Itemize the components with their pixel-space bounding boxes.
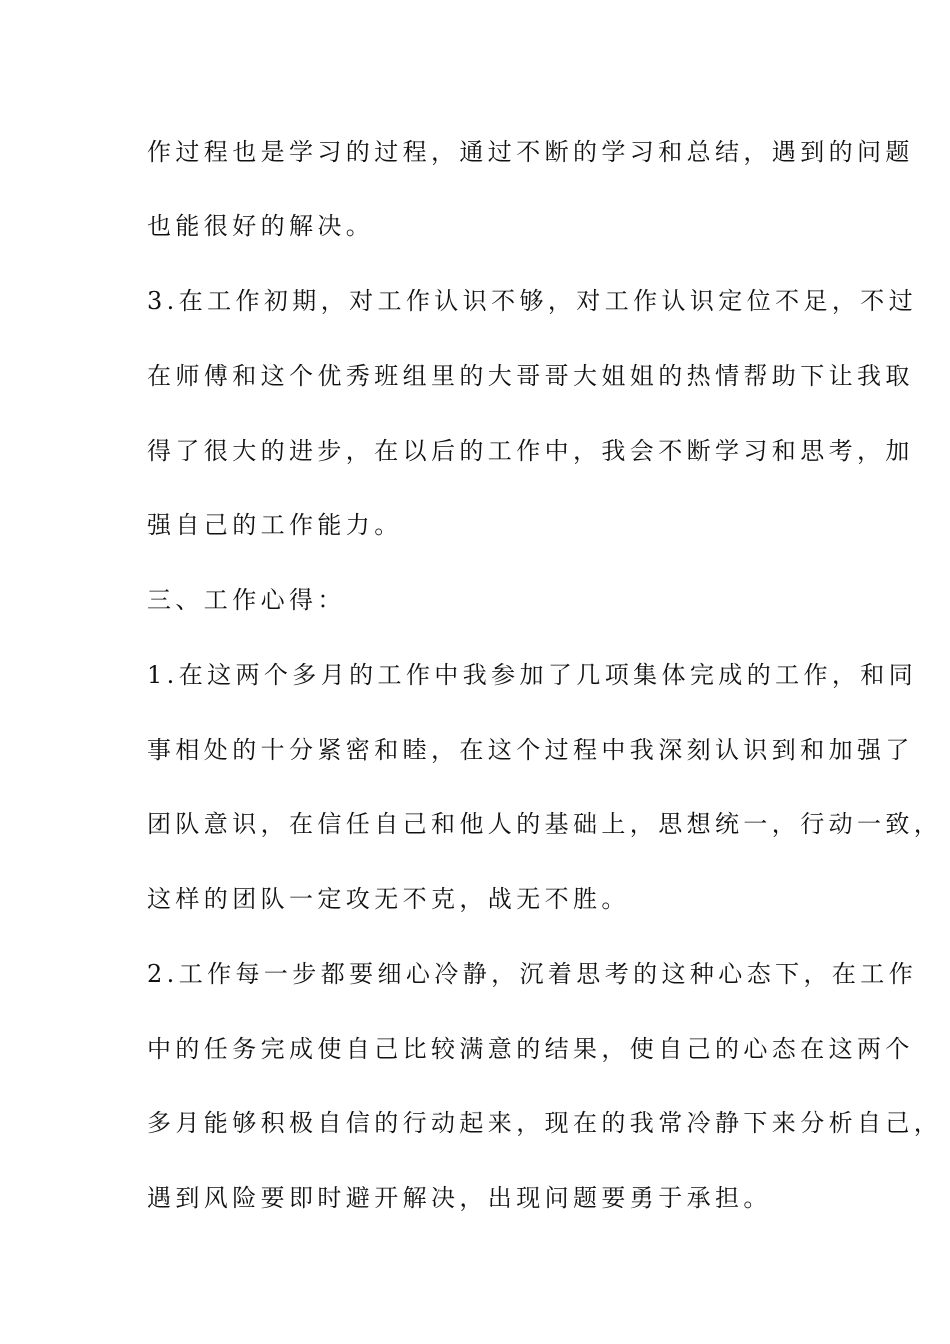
text-line: 多月能够积极自信的行动起来，现在的我常冷静下来分析自己， [147, 1109, 943, 1137]
text-line: 3.在工作初期，对工作认识不够，对工作认识定位不足，不过 [147, 287, 918, 315]
text-line: 遇到风险要即时避开解决，出现问题要勇于承担。 [147, 1184, 772, 1212]
text-line: 2.工作每一步都要细心冷静，沉着思考的这种心态下，在工作 [147, 960, 918, 988]
text-line: 1.在这两个多月的工作中我参加了几项集体完成的工作，和同 [147, 661, 918, 689]
text-line: 中的任务完成使自己比较满意的结果，使自己的心态在这两个 [147, 1035, 914, 1063]
text-line: 强自己的工作能力。 [147, 511, 403, 539]
text-line: 作过程也是学习的过程，通过不断的学习和总结，遇到的问题 [147, 138, 914, 166]
text-line: 在师傅和这个优秀班组里的大哥哥大姐姐的热情帮助下让我取 [147, 362, 914, 390]
text-line: 这样的团队一定攻无不克，战无不胜。 [147, 885, 630, 913]
text-line: 事相处的十分紧密和睦，在这个过程中我深刻认识到和加强了 [147, 736, 914, 764]
text-line: 得了很大的进步，在以后的工作中，我会不断学习和思考，加 [147, 437, 914, 465]
text-line: 也能很好的解决。 [147, 212, 375, 240]
text-line: 团队意识，在信任自己和他人的基础上，思想统一，行动一致， [147, 810, 943, 838]
section-heading: 三、工作心得： [147, 586, 346, 614]
